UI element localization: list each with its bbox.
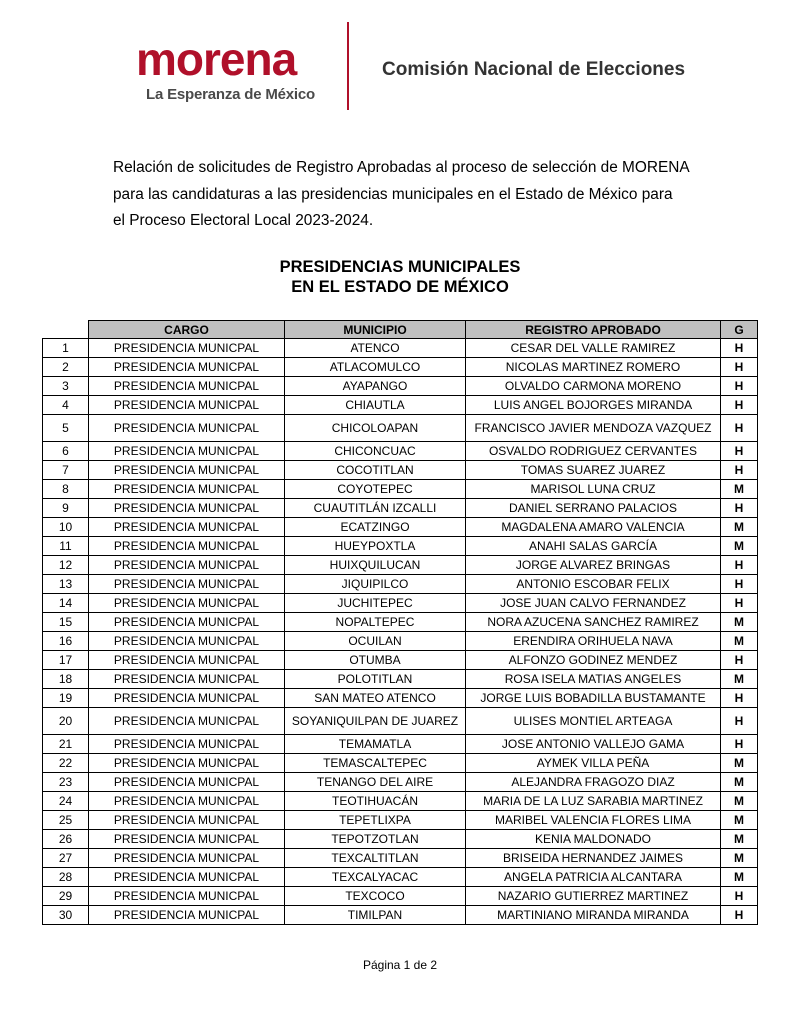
cargo-cell: PRESIDENCIA MUNICPAL — [89, 613, 285, 632]
table-row — [43, 396, 758, 415]
intro-paragraph — [113, 155, 703, 235]
section-title-line: EN EL ESTADO DE MÉXICO — [291, 278, 509, 296]
cargo-cell: PRESIDENCIA MUNICPAL — [89, 735, 285, 754]
cargo-cell: PRESIDENCIA MUNICPAL — [89, 518, 285, 537]
municipio-cell: TEXCALYACAC — [285, 868, 466, 887]
municipio-cell: TEXCALTITLAN — [285, 849, 466, 868]
genero-cell: H — [721, 461, 758, 480]
municipio-cell: HUIXQUILUCAN — [285, 556, 466, 575]
cargo-cell: PRESIDENCIA MUNICPAL — [89, 754, 285, 773]
table-row — [43, 906, 758, 925]
row-number: 13 — [43, 575, 89, 594]
genero-cell: H — [721, 651, 758, 670]
table-row — [43, 708, 758, 735]
registro-cell: DANIEL SERRANO PALACIOS — [466, 499, 721, 518]
row-number: 8 — [43, 480, 89, 499]
cargo-cell: PRESIDENCIA MUNICPAL — [89, 811, 285, 830]
cargo-cell: PRESIDENCIA MUNICPAL — [89, 358, 285, 377]
genero-cell: M — [721, 537, 758, 556]
municipio-cell: JIQUIPILCO — [285, 575, 466, 594]
genero-cell: H — [721, 499, 758, 518]
genero-cell: H — [721, 575, 758, 594]
row-number: 24 — [43, 792, 89, 811]
genero-cell: H — [721, 396, 758, 415]
table-row — [43, 339, 758, 358]
table-row — [43, 613, 758, 632]
municipio-cell: TEMAMATLA — [285, 735, 466, 754]
municipio-cell: COYOTEPEC — [285, 480, 466, 499]
registro-cell: LUIS ANGEL BOJORGES MIRANDA — [466, 396, 721, 415]
row-number: 6 — [43, 442, 89, 461]
row-number: 5 — [43, 415, 89, 442]
registro-cell: NICOLAS MARTINEZ ROMERO — [466, 358, 721, 377]
genero-cell: M — [721, 773, 758, 792]
section-title-line: PRESIDENCIAS MUNICIPALES — [279, 258, 521, 276]
registro-cell: OSVALDO RODRIGUEZ CERVANTES — [466, 442, 721, 461]
row-number: 7 — [43, 461, 89, 480]
genero-cell: H — [721, 442, 758, 461]
section-title — [0, 257, 800, 297]
row-number: 12 — [43, 556, 89, 575]
table-row — [43, 792, 758, 811]
genero-cell: H — [721, 906, 758, 925]
registro-cell: ANAHI SALAS GARCÍA — [466, 537, 721, 556]
table-row — [43, 773, 758, 792]
cargo-cell: PRESIDENCIA MUNICPAL — [89, 594, 285, 613]
genero-cell: H — [721, 358, 758, 377]
municipio-cell: CHICOLOAPAN — [285, 415, 466, 442]
registro-cell: MARIA DE LA LUZ SARABIA MARTINEZ — [466, 792, 721, 811]
row-number: 30 — [43, 906, 89, 925]
row-number: 23 — [43, 773, 89, 792]
genero-cell: H — [721, 735, 758, 754]
municipio-cell: TEMASCALTEPEC — [285, 754, 466, 773]
row-number: 20 — [43, 708, 89, 735]
cargo-cell: PRESIDENCIA MUNICPAL — [89, 442, 285, 461]
municipio-cell: SAN MATEO ATENCO — [285, 689, 466, 708]
cargo-cell: PRESIDENCIA MUNICPAL — [89, 480, 285, 499]
cargo-cell: PRESIDENCIA MUNICPAL — [89, 689, 285, 708]
cargo-cell: PRESIDENCIA MUNICPAL — [89, 849, 285, 868]
municipio-cell: TEPOTZOTLAN — [285, 830, 466, 849]
row-number: 11 — [43, 537, 89, 556]
cargo-cell: PRESIDENCIA MUNICPAL — [89, 575, 285, 594]
registro-cell: ALFONZO GODINEZ MENDEZ — [466, 651, 721, 670]
genero-cell: M — [721, 613, 758, 632]
candidates-table — [42, 320, 758, 925]
genero-cell: H — [721, 377, 758, 396]
table-body — [43, 339, 758, 925]
table-row — [43, 537, 758, 556]
municipio-cell: OTUMBA — [285, 651, 466, 670]
cargo-cell: PRESIDENCIA MUNICPAL — [89, 868, 285, 887]
municipio-cell: TEPETLIXPA — [285, 811, 466, 830]
municipio-cell: CHICONCUAC — [285, 442, 466, 461]
table-header-row — [43, 321, 758, 339]
column-header-number — [43, 321, 89, 339]
genero-cell: M — [721, 670, 758, 689]
municipio-cell: CUAUTITLÁN IZCALLI — [285, 499, 466, 518]
table-row — [43, 735, 758, 754]
genero-cell: M — [721, 830, 758, 849]
genero-cell: M — [721, 849, 758, 868]
cargo-cell: PRESIDENCIA MUNICPAL — [89, 792, 285, 811]
table-row — [43, 556, 758, 575]
table-row — [43, 689, 758, 708]
table-row — [43, 887, 758, 906]
row-number: 17 — [43, 651, 89, 670]
municipio-cell: TENANGO DEL AIRE — [285, 773, 466, 792]
header-divider — [347, 22, 349, 110]
row-number: 27 — [43, 849, 89, 868]
row-number: 4 — [43, 396, 89, 415]
registro-cell: ULISES MONTIEL ARTEAGA — [466, 708, 721, 735]
table-row — [43, 811, 758, 830]
column-header-cargo: CARGO — [89, 321, 285, 339]
intro-line: el Proceso Electoral Local 2023-2024. — [113, 212, 374, 229]
registro-cell: MARISOL LUNA CRUZ — [466, 480, 721, 499]
column-header-registro: REGISTRO APROBADO — [466, 321, 721, 339]
genero-cell: M — [721, 480, 758, 499]
row-number: 18 — [43, 670, 89, 689]
registro-cell: KENIA MALDONADO — [466, 830, 721, 849]
genero-cell: M — [721, 792, 758, 811]
registro-cell: ANGELA PATRICIA ALCANTARA — [466, 868, 721, 887]
row-number: 22 — [43, 754, 89, 773]
cargo-cell: PRESIDENCIA MUNICPAL — [89, 708, 285, 735]
column-header-municipio: MUNICIPIO — [285, 321, 466, 339]
genero-cell: H — [721, 415, 758, 442]
cargo-cell: PRESIDENCIA MUNICPAL — [89, 556, 285, 575]
registro-cell: ALEJANDRA FRAGOZO DIAZ — [466, 773, 721, 792]
cargo-cell: PRESIDENCIA MUNICPAL — [89, 537, 285, 556]
municipio-cell: TEOTIHUACÁN — [285, 792, 466, 811]
cargo-cell: PRESIDENCIA MUNICPAL — [89, 670, 285, 689]
genero-cell: H — [721, 689, 758, 708]
cargo-cell: PRESIDENCIA MUNICPAL — [89, 906, 285, 925]
table-row — [43, 849, 758, 868]
genero-cell: M — [721, 811, 758, 830]
genero-cell: H — [721, 708, 758, 735]
cargo-cell: PRESIDENCIA MUNICPAL — [89, 830, 285, 849]
registro-cell: JORGE LUIS BOBADILLA BUSTAMANTE — [466, 689, 721, 708]
cargo-cell: PRESIDENCIA MUNICPAL — [89, 651, 285, 670]
row-number: 2 — [43, 358, 89, 377]
registro-cell: OLVALDO CARMONA MORENO — [466, 377, 721, 396]
intro-line: para las candidaturas a las presidencias municipales en el Estado de México para — [113, 185, 673, 203]
registro-cell: ROSA ISELA MATIAS ANGELES — [466, 670, 721, 689]
cargo-cell: PRESIDENCIA MUNICPAL — [89, 461, 285, 480]
cargo-cell: PRESIDENCIA MUNICPAL — [89, 887, 285, 906]
registro-cell: BRISEIDA HERNANDEZ JAIMES — [466, 849, 721, 868]
row-number: 19 — [43, 689, 89, 708]
table-row — [43, 499, 758, 518]
municipio-cell: AYAPANGO — [285, 377, 466, 396]
cargo-cell: PRESIDENCIA MUNICPAL — [89, 339, 285, 358]
cargo-cell: PRESIDENCIA MUNICPAL — [89, 415, 285, 442]
genero-cell: M — [721, 518, 758, 537]
cargo-cell: PRESIDENCIA MUNICPAL — [89, 773, 285, 792]
municipio-cell: ECATZINGO — [285, 518, 466, 537]
table-row — [43, 594, 758, 613]
genero-cell: M — [721, 868, 758, 887]
registro-cell: MARTINIANO MIRANDA MIRANDA — [466, 906, 721, 925]
cargo-cell: PRESIDENCIA MUNICPAL — [89, 499, 285, 518]
genero-cell: M — [721, 754, 758, 773]
registro-cell: MAGDALENA AMARO VALENCIA — [466, 518, 721, 537]
table-row — [43, 461, 758, 480]
row-number: 29 — [43, 887, 89, 906]
row-number: 26 — [43, 830, 89, 849]
table-row — [43, 632, 758, 651]
row-number: 3 — [43, 377, 89, 396]
table-row — [43, 518, 758, 537]
table-row — [43, 754, 758, 773]
registro-cell: MARIBEL VALENCIA FLORES LIMA — [466, 811, 721, 830]
table-row — [43, 830, 758, 849]
genero-cell: H — [721, 887, 758, 906]
row-number: 16 — [43, 632, 89, 651]
table-row — [43, 415, 758, 442]
table-row — [43, 575, 758, 594]
registro-cell: FRANCISCO JAVIER MENDOZA VAZQUEZ — [466, 415, 721, 442]
registro-cell: NAZARIO GUTIERREZ MARTINEZ — [466, 887, 721, 906]
municipio-cell: JUCHITEPEC — [285, 594, 466, 613]
document-header — [0, 0, 800, 120]
row-number: 14 — [43, 594, 89, 613]
registro-cell: NORA AZUCENA SANCHEZ RAMIREZ — [466, 613, 721, 632]
municipio-cell: OCUILAN — [285, 632, 466, 651]
municipio-cell: HUEYPOXTLA — [285, 537, 466, 556]
table-row — [43, 651, 758, 670]
registro-cell: AYMEK VILLA PEÑA — [466, 754, 721, 773]
registro-cell: JOSE ANTONIO VALLEJO GAMA — [466, 735, 721, 754]
municipio-cell: CHIAUTLA — [285, 396, 466, 415]
municipio-cell: SOYANIQUILPAN DE JUAREZ — [285, 708, 466, 735]
registro-cell: JORGE ALVAREZ BRINGAS — [466, 556, 721, 575]
registro-cell: TOMAS SUAREZ JUAREZ — [466, 461, 721, 480]
cargo-cell: PRESIDENCIA MUNICPAL — [89, 632, 285, 651]
column-header-genero: G — [721, 321, 758, 339]
page-number: Página 1 de 2 — [362, 958, 438, 972]
municipio-cell: COCOTITLAN — [285, 461, 466, 480]
genero-cell: H — [721, 594, 758, 613]
genero-cell: H — [721, 339, 758, 358]
table-row — [43, 868, 758, 887]
municipio-cell: NOPALTEPEC — [285, 613, 466, 632]
table-row — [43, 358, 758, 377]
row-number: 21 — [43, 735, 89, 754]
table-row — [43, 377, 758, 396]
row-number: 28 — [43, 868, 89, 887]
table-row — [43, 442, 758, 461]
row-number: 15 — [43, 613, 89, 632]
row-number: 25 — [43, 811, 89, 830]
cargo-cell: PRESIDENCIA MUNICPAL — [89, 377, 285, 396]
registro-cell: ANTONIO ESCOBAR FELIX — [466, 575, 721, 594]
morena-logo: morena — [136, 33, 297, 85]
registro-cell: CESAR DEL VALLE RAMIREZ — [466, 339, 721, 358]
municipio-cell: ATLACOMULCO — [285, 358, 466, 377]
row-number: 10 — [43, 518, 89, 537]
genero-cell: H — [721, 556, 758, 575]
municipio-cell: POLOTITLAN — [285, 670, 466, 689]
genero-cell: M — [721, 632, 758, 651]
table-row — [43, 480, 758, 499]
municipio-cell: ATENCO — [285, 339, 466, 358]
row-number: 1 — [43, 339, 89, 358]
organization-name: Comisión Nacional de Elecciones — [382, 59, 686, 80]
registro-cell: ERENDIRA ORIHUELA NAVA — [466, 632, 721, 651]
registro-cell: JOSE JUAN CALVO FERNANDEZ — [466, 594, 721, 613]
intro-line: Relación de solicitudes de Registro Aprobadas al proceso de selección de MORENA — [113, 159, 690, 176]
cargo-cell: PRESIDENCIA MUNICPAL — [89, 396, 285, 415]
table-row — [43, 670, 758, 689]
row-number: 9 — [43, 499, 89, 518]
logo-tagline: La Esperanza de México — [146, 86, 316, 103]
municipio-cell: TEXCOCO — [285, 887, 466, 906]
municipio-cell: TIMILPAN — [285, 906, 466, 925]
